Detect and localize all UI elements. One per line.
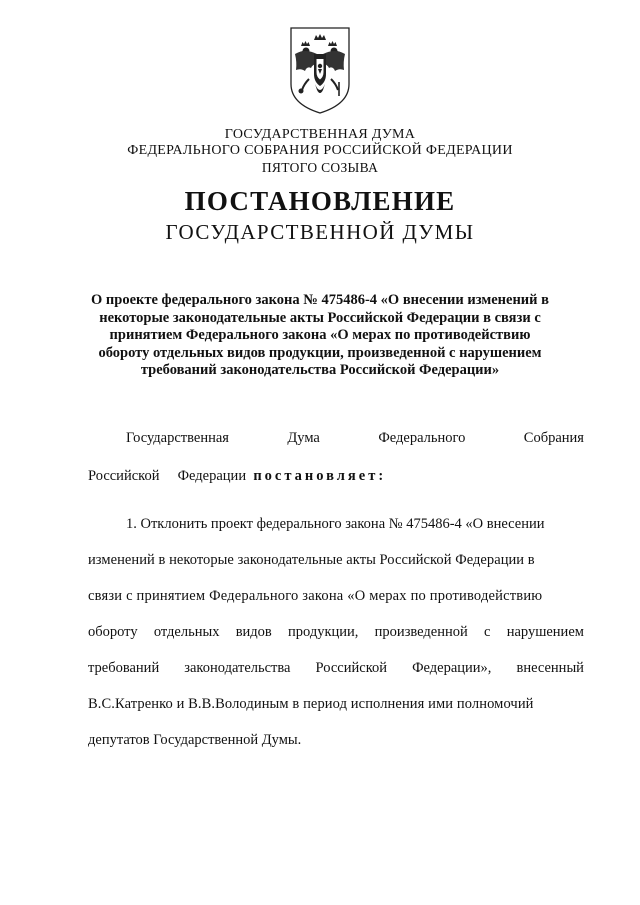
preamble-word: Дума [287, 430, 320, 446]
clause-word: произведенной [374, 624, 468, 640]
clause-line [126, 514, 584, 534]
header-line-3: ПЯТОГО СОЗЫВА [261, 160, 379, 175]
clause-word: продукции, [288, 624, 359, 640]
document-issuer-title: ГОСУДАРСТВЕННОЙ ДУМЫ [165, 220, 475, 244]
clause-word: Федерации», [412, 660, 492, 676]
header-line-1: ГОСУДАРСТВЕННАЯ ДУМА [224, 127, 416, 142]
state-emblem-icon [287, 24, 353, 116]
preamble-word: Государственная [126, 430, 229, 446]
clause-line [88, 658, 584, 678]
preamble-line-2 [88, 466, 584, 486]
subject-line: О проекте федерального закона № 475486-4 «О внесении изменений в [91, 292, 549, 308]
preamble-word: Российской [88, 468, 160, 484]
clause-line: В.С.Катренко и В.В.Володиным в период исполнения ими полномочий [88, 696, 534, 712]
clause-text: 1. Отклонить проект федерального закона № 475486-4 «О внесении [126, 516, 545, 532]
clause-line [88, 622, 584, 642]
header-line-2: ФЕДЕРАЛЬНОГО СОБРАНИЯ РОССИЙСКОЙ ФЕДЕРАЦИИ [127, 143, 513, 158]
document-subject [80, 292, 560, 380]
preamble-line-1 [126, 428, 584, 448]
clause-word: Российской [315, 660, 388, 676]
clause-word: обороту [88, 624, 138, 640]
preamble-word: Федерального [378, 430, 466, 446]
clause-word: внесенный [516, 660, 584, 676]
preamble-word: Федерации [177, 468, 247, 484]
clause-word: требований [88, 660, 160, 676]
clause-word: нарушением [506, 624, 584, 640]
clause-word: с [484, 624, 491, 640]
clause-word: законодательства [184, 660, 291, 676]
subject-line: обороту отдельных видов продукции, произведенной с нарушением [98, 344, 542, 361]
clause-line: депутатов Государственной Думы. [88, 732, 302, 748]
subject-line: некоторые законодательные акты Российской Федерации в связи с [99, 309, 541, 326]
clause-line: изменений в некоторые законодательные акты Российской Федерации в [88, 552, 535, 568]
decree-word: постановляет: [253, 468, 387, 484]
document-type-title: ПОСТАНОВЛЕНИЕ [184, 186, 456, 216]
subject-line: принятием Федерального закона «О мерах по противодействию [109, 327, 531, 343]
clause-word: видов [235, 624, 272, 640]
clause-word: отдельных [153, 624, 220, 640]
preamble-word: Собрания [523, 430, 584, 446]
clause-line: связи с принятием Федерального закона «О мерах по противодействию [88, 588, 543, 604]
subject-line: требований законодательства Российской Федерации» [140, 362, 500, 378]
